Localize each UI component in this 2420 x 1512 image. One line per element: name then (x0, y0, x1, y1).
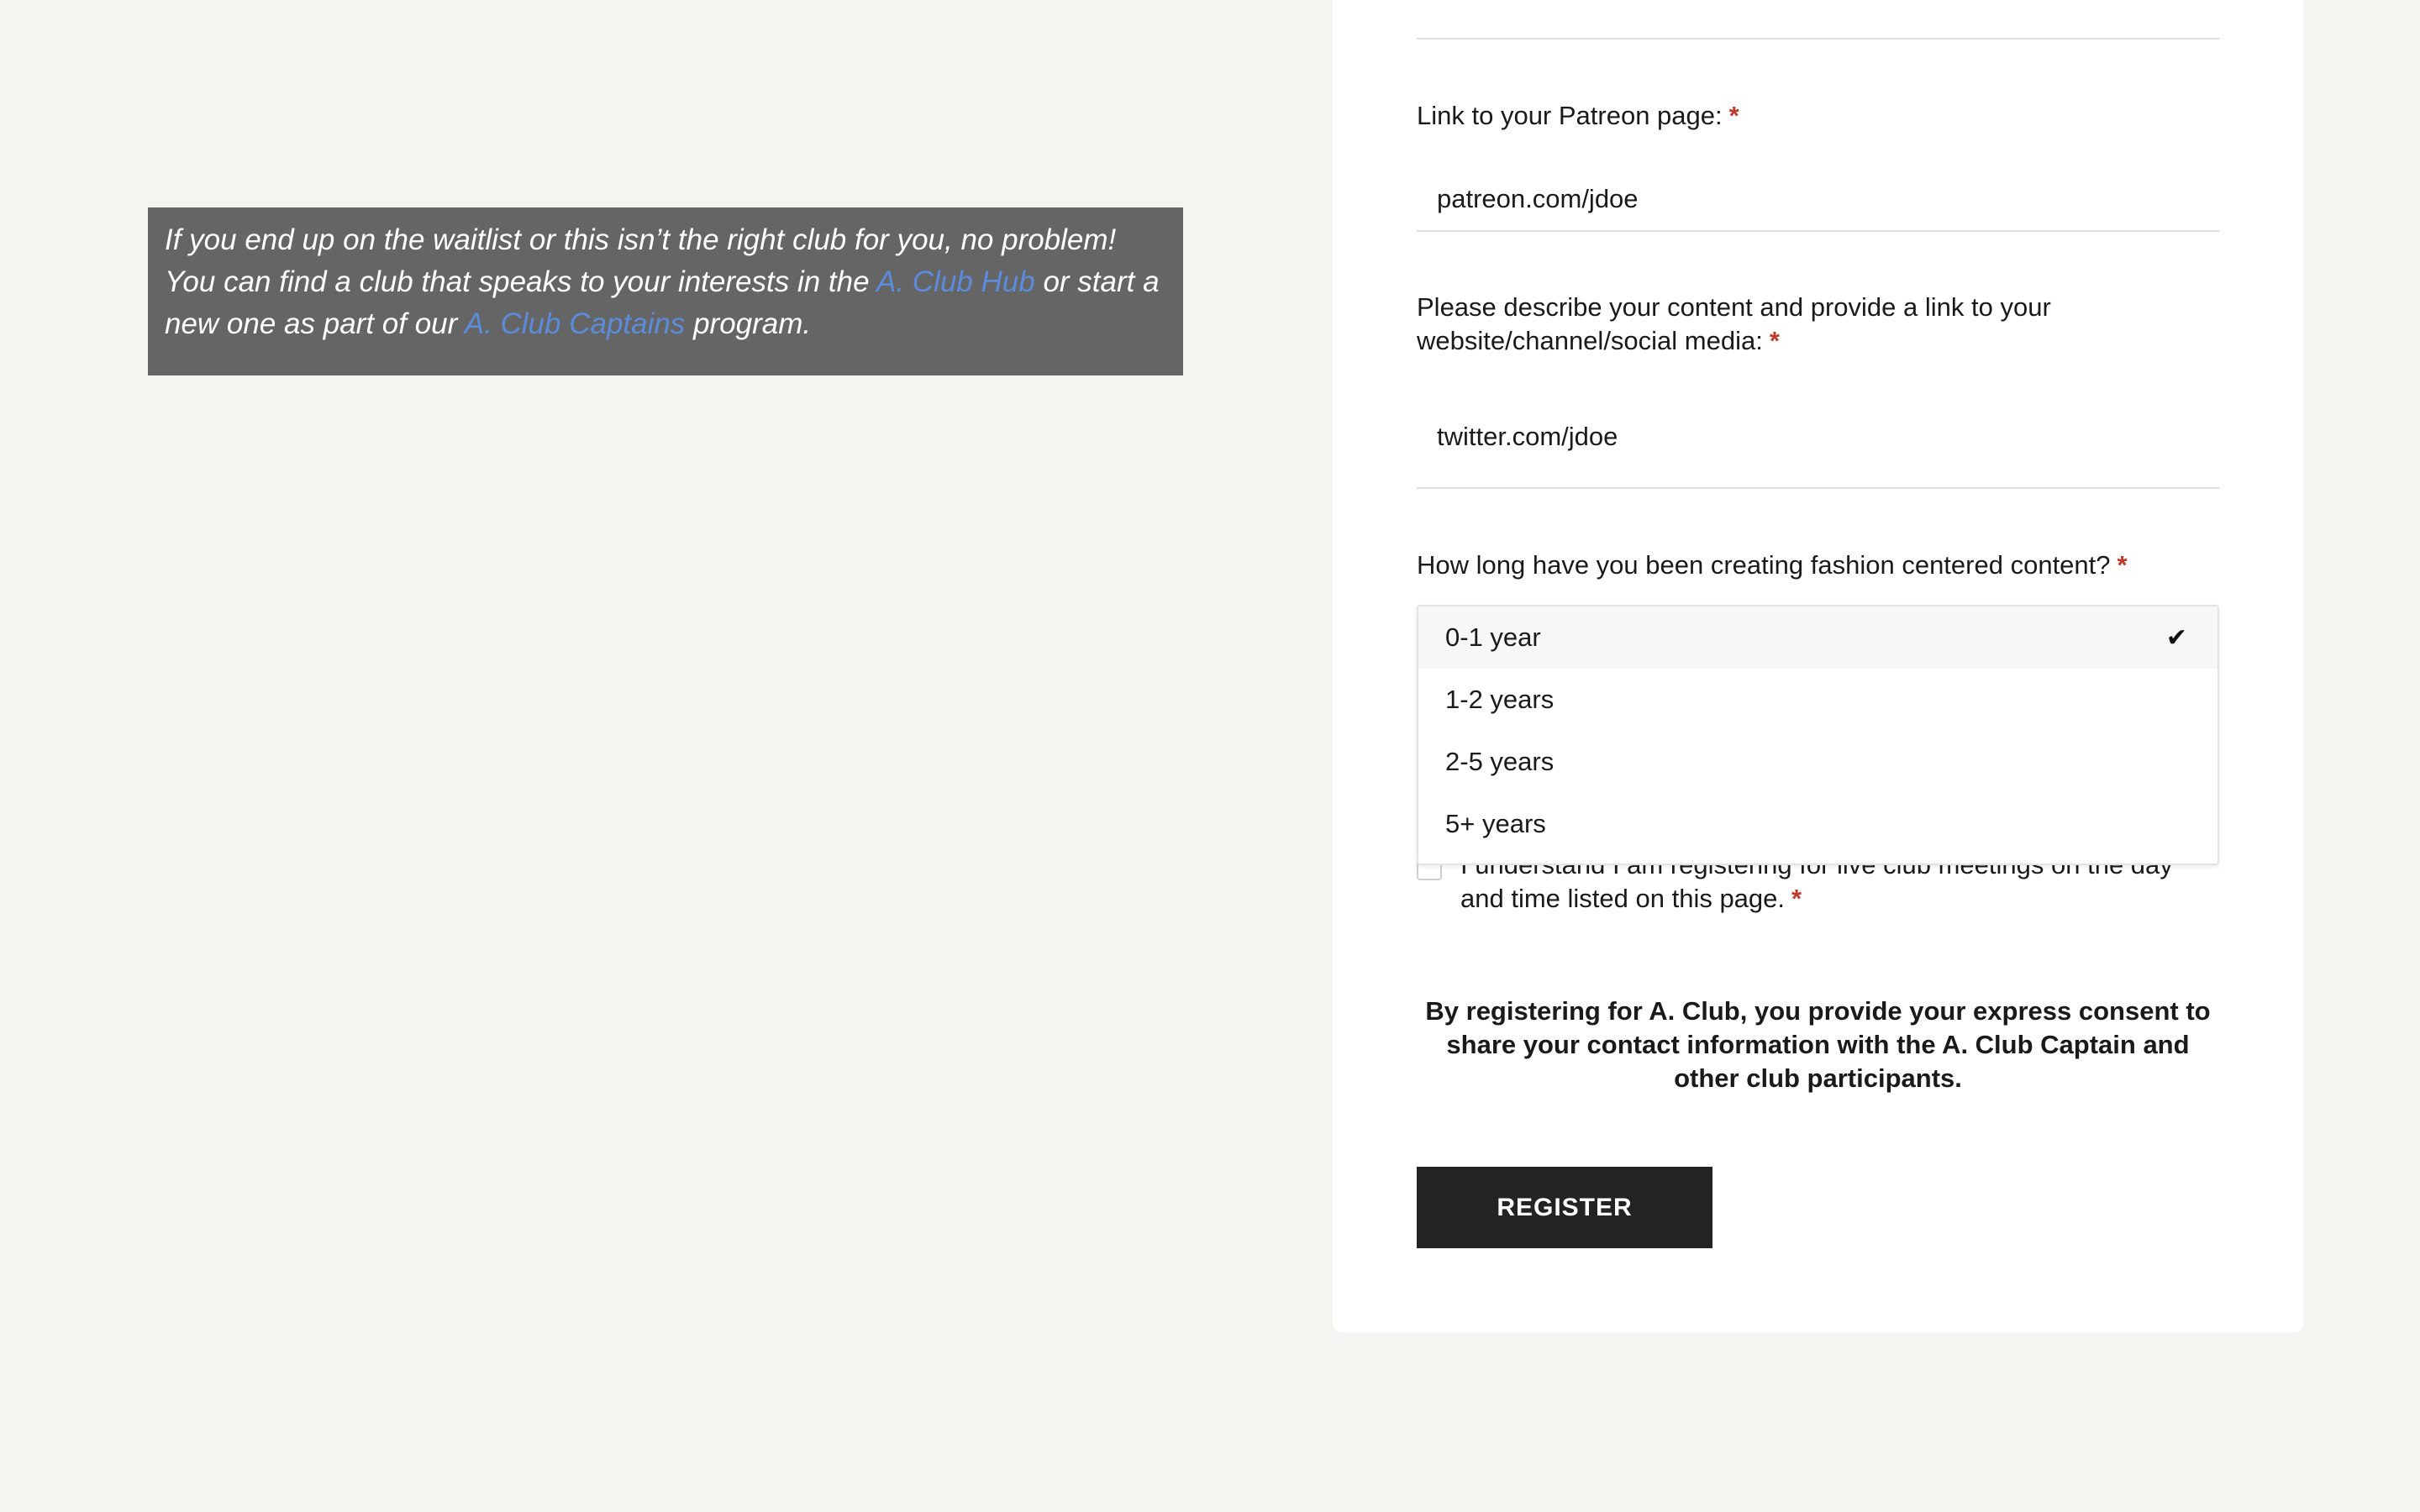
club-captains-link[interactable]: A. Club Captains (464, 307, 686, 340)
club-hub-link[interactable]: A. Club Hub (876, 265, 1035, 298)
required-mark: * (1791, 884, 1802, 913)
consent-text: By registering for A. Club, you provide your express consent to share your contact information with the A. Club Captain and other club participants. (1425, 996, 2211, 1093)
dropdown-option-label: 5+ years (1445, 809, 1546, 838)
checkmark-icon: ✔ (2165, 623, 2187, 652)
content-label-text: Please describe your content and provide a link to your website/channel/social media: (1417, 292, 2051, 355)
content-label (1417, 291, 2219, 358)
patreon-label-text: Link to your Patreon page: (1417, 101, 1723, 130)
note-text-middle: or start a new one as part of our (165, 265, 1160, 340)
patreon-input[interactable] (1417, 168, 2219, 232)
experience-label (1417, 549, 2219, 582)
dropdown-option-label: 0-1 year (1445, 622, 1541, 652)
dropdown-option-label: 2-5 years (1445, 747, 1555, 776)
dropdown-option[interactable] (1418, 606, 2217, 669)
register-button[interactable]: REGISTER (1417, 1167, 1712, 1248)
acknowledge-label-text: and time listed on this page. (1460, 884, 1786, 913)
experience-label-text: How long have you been creating fashion centered content? (1417, 550, 2111, 580)
required-mark: * (1769, 326, 1780, 355)
required-mark: * (1728, 101, 1739, 130)
note-text-after: program. (685, 307, 812, 340)
dropdown-option-label: 1-2 years (1445, 685, 1555, 714)
dropdown-option[interactable] (1418, 793, 2217, 855)
dropdown-option[interactable] (1418, 731, 2217, 793)
experience-dropdown-menu (1417, 605, 2219, 865)
waitlist-note (148, 207, 1183, 375)
top-divider (1417, 38, 2219, 39)
patreon-label (1417, 99, 2219, 133)
required-mark: * (2117, 550, 2128, 580)
content-input[interactable] (1417, 386, 2219, 489)
registration-form (1333, 0, 2303, 1332)
dropdown-option[interactable] (1418, 669, 2217, 731)
note-text-before: If you end up on the waitlist or this isn’t the right club for you, no problem! You can find a club that speaks to your interests in the (165, 223, 1117, 298)
